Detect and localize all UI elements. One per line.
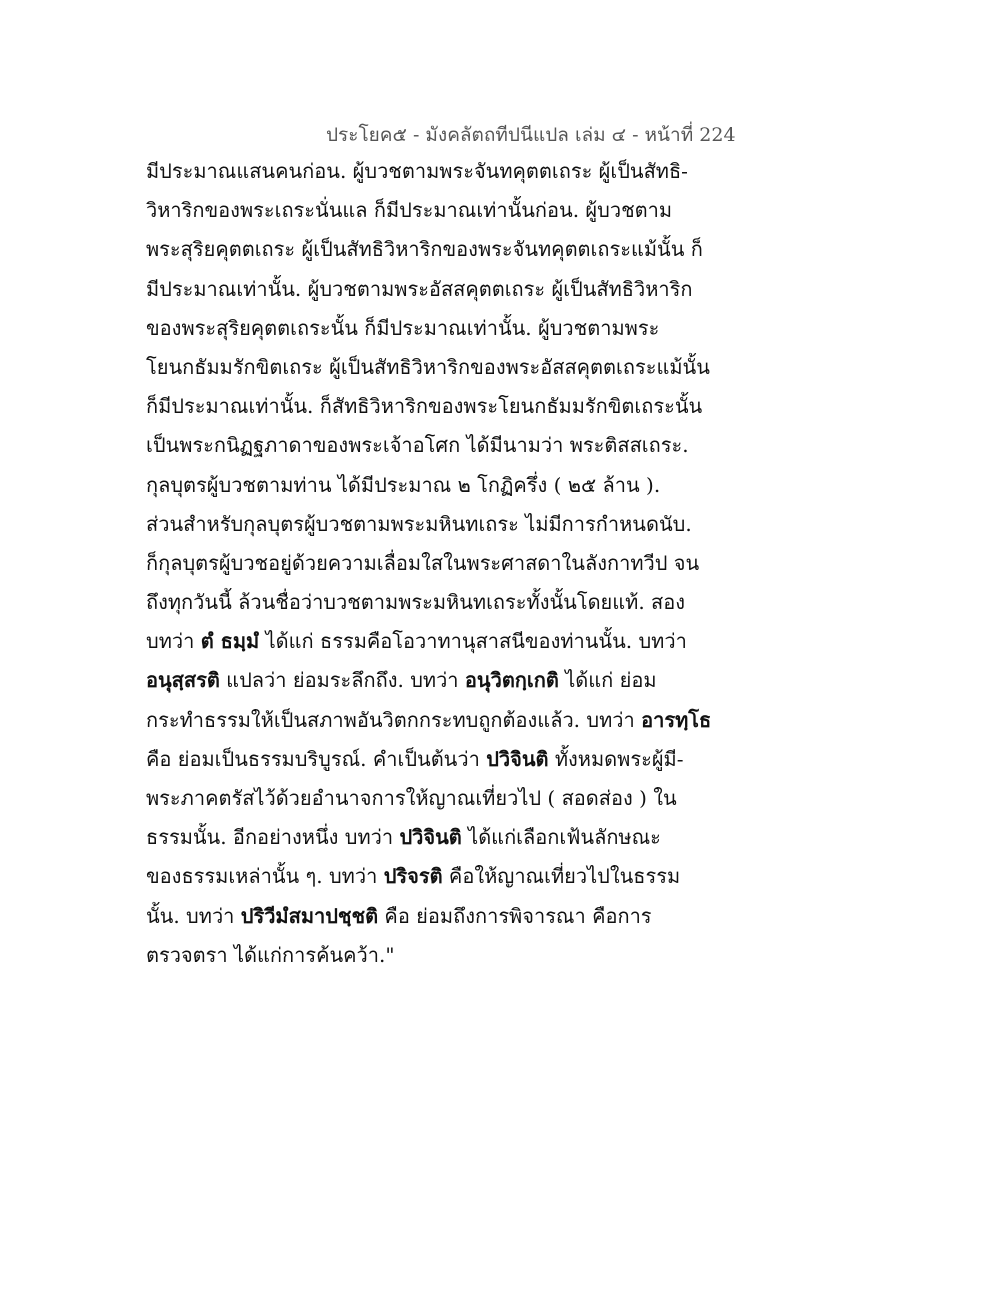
text-line: วิหาริกของพระเถระนั่นแล ก็มีประมาณเท่านั้นก่อน. ผู้บวชตาม <box>146 198 673 223</box>
text-line <box>146 661 706 700</box>
text-line <box>146 857 706 896</box>
text-line <box>146 622 706 661</box>
text-span: ทั้งหมดพระผู้มี- <box>548 746 684 771</box>
text-span: คือ ย่อมเป็นธรรมบริบูรณ์. คำเป็นต้นว่า <box>146 746 487 771</box>
pali-term: อารทฺโธ <box>641 707 712 732</box>
text-span: คือ ย่อมถึงการพิจารณา คือการ <box>378 903 652 928</box>
pali-term: ปวิจินติ <box>399 825 462 850</box>
text-span: ธรรมนั้น. อีกอย่างหนึ่ง บทว่า <box>146 825 400 850</box>
pali-term: ปริจรติ <box>383 864 443 889</box>
text-line: ถึงทุกวันนี้ ล้วนชื่อว่าบวชตามพระมหินทเถระทั้งนั้นโดยแท้. สอง <box>146 590 686 615</box>
pali-term: ปริวีมํสมาปชฺชติ <box>240 903 379 928</box>
text-span: กระทำธรรมให้เป็นสภาพอันวิตกกระทบถูกต้องแล้ว. บทว่า <box>146 707 642 732</box>
text-line: พระภาคตรัสไว้ด้วยอำนาจการให้ญาณเที่ยวไป ( สอดส่อง ) ใน <box>146 786 677 810</box>
text-line: ส่วนสำหรับกุลบุตรผู้บวชตามพระมหินทเถระ ไม่มีการกำหนดนับ. <box>146 511 692 536</box>
pali-term: อนุวิตกฺเกติ <box>464 668 559 693</box>
text-line: ก็มีประมาณเท่านั้น. ก็สัทธิวิหาริกของพระโยนกธัมมรักขิตเถระนั้น <box>146 394 703 419</box>
page-header: ประโยค๕ - มังคลัตถทีปนีแปล เล่ม ๔ - หน้าที่ 224 <box>326 124 736 146</box>
text-span: ได้แก่ ย่อม <box>558 668 657 693</box>
text-span: แปลว่า ย่อมระลึกถึง. บทว่า <box>219 668 465 693</box>
text-line <box>146 701 712 740</box>
text-span: บทว่า <box>146 629 201 654</box>
text-line: ก็กุลบุตรผู้บวชอยู่ด้วยความเลื่อมใสในพระศาสดาในลังกาทวีป จน <box>146 550 700 575</box>
text-span: ได้แก่เลือกเฟ้นลักษณะ <box>461 825 661 850</box>
text-line <box>146 897 706 936</box>
text-line: พระสุริยคุตตเถระ ผู้เป็นสัทธิวิหาริกของพระจันทคุตตเถระแม้นั้น ก็ <box>146 237 703 262</box>
text-line: เป็นพระกนิฏฐภาดาของพระเจ้าอโศก ได้มีนามว่า พระติสสเถระ. <box>146 433 689 458</box>
text-span: ของธรรมเหล่านั้น ๆ. บทว่า <box>146 864 384 889</box>
text-line: ตรวจตรา ได้แก่การค้นคว้า." <box>146 942 395 967</box>
text-line: กุลบุตรผู้บวชตามท่าน ได้มีประมาณ ๒ โกฏิครึ่ง ( ๒๕ ล้าน ). <box>146 472 661 497</box>
text-line <box>146 818 706 857</box>
text-span: ได้แก่ ธรรมคือโอวาทานุสาสนีของท่านนั้น. บทว่า <box>259 629 687 654</box>
text-line <box>146 740 706 779</box>
pali-term: ตํ ธมฺมํ <box>200 629 260 654</box>
pali-term: ปวิจินติ <box>486 746 549 771</box>
text-span: นั้น. บทว่า <box>146 903 241 928</box>
pali-term: อนุสฺสรติ <box>146 668 220 693</box>
text-span: คือให้ญาณเที่ยวไปในธรรม <box>442 864 681 889</box>
text-line: มีประมาณเท่านั้น. ผู้บวชตามพระอัสสคุตตเถระ ผู้เป็นสัทธิวิหาริก <box>146 276 693 301</box>
text-line: ของพระสุริยคุตตเถระนั้น ก็มีประมาณเท่านั้น. ผู้บวชตามพระ <box>146 315 660 340</box>
text-line: มีประมาณแสนคนก่อน. ผู้บวชตามพระจันทคุตตเถระ ผู้เป็นสัทธิ- <box>146 159 688 183</box>
text-line: โยนกธัมมรักขิตเถระ ผู้เป็นสัทธิวิหาริกของพระอัสสคุตตเถระแม้นั้น <box>146 354 710 379</box>
body-text <box>146 152 712 975</box>
